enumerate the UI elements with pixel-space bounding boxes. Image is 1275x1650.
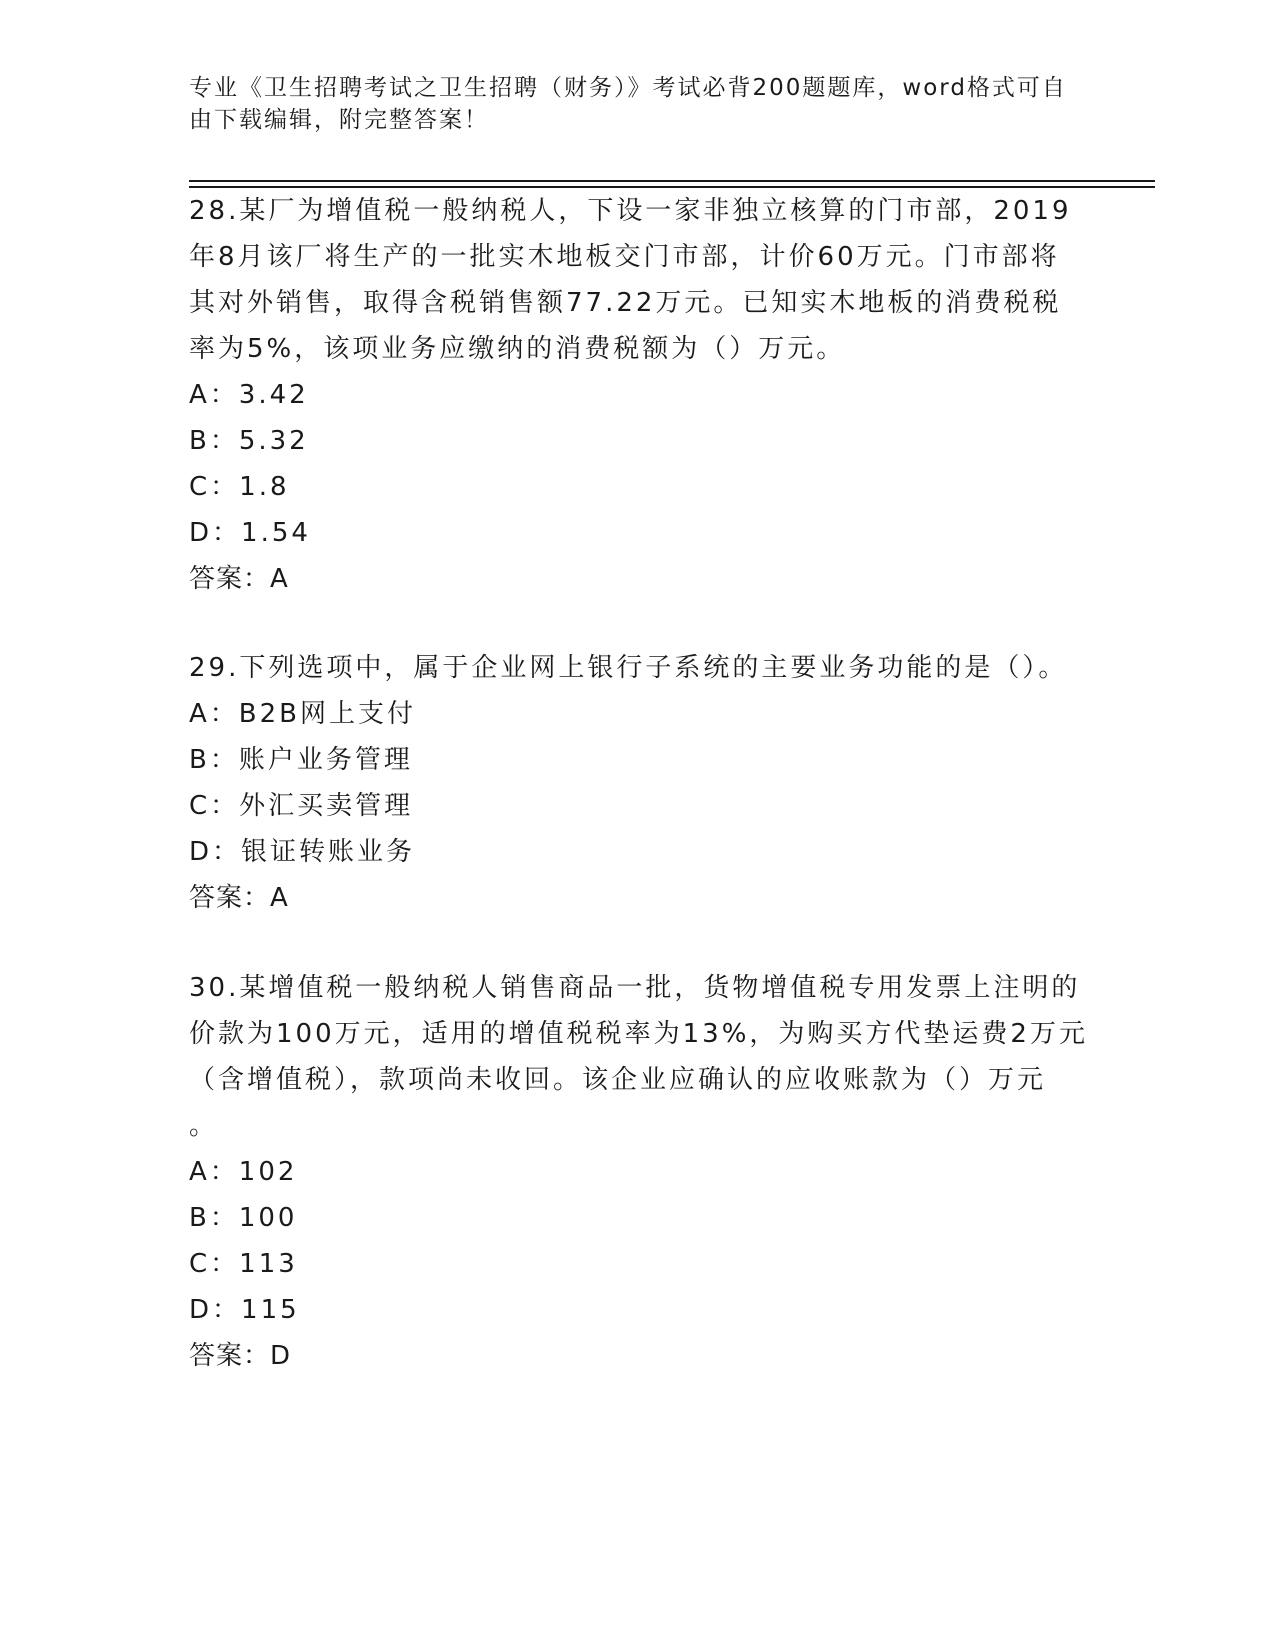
question-stem-line: 率为5%，该项业务应缴纳的消费税额为（）万元。	[189, 334, 846, 364]
header-line-2: 由下载编辑，附完整答案！	[189, 107, 489, 133]
option-d: D：银证转账业务	[189, 837, 416, 867]
option-a: A：3.42	[189, 380, 309, 410]
question-28	[189, 188, 1089, 602]
answer-line: 答案：D	[189, 1341, 292, 1371]
option-b: B：账户业务管理	[189, 745, 413, 775]
header-line-1: 专业《卫生招聘考试之卫生招聘（财务）》考试必背200题题库，word格式可自	[189, 75, 1067, 101]
question-stem-line: 。	[189, 1111, 219, 1141]
option-d: D：115	[189, 1295, 300, 1325]
question-stem-line: 29.下列选项中，属于企业网上银行子系统的主要业务功能的是（）。	[189, 653, 1068, 683]
header-divider-top	[189, 180, 1155, 182]
option-a: A：102	[189, 1157, 298, 1187]
option-b: B：100	[189, 1203, 298, 1233]
option-c: C：1.8	[189, 472, 290, 502]
answer-line: 答案：A	[189, 564, 289, 594]
answer-line: 答案：A	[189, 883, 289, 913]
document-header	[189, 72, 1089, 136]
question-stem-line: 年8月该厂将生产的一批实木地板交门市部，计价60万元。门市部将	[189, 242, 1060, 272]
question-stem-line: 30.某增值税一般纳税人销售商品一批，货物增值税专用发票上注明的	[189, 973, 1081, 1003]
question-30	[189, 965, 1089, 1379]
question-stem-line: 28.某厂为增值税一般纳税人，下设一家非独立核算的门市部，2019	[189, 196, 1072, 226]
question-stem-line: （含增值税），款项尚未收回。该企业应确认的应收账款为（）万元	[189, 1065, 1047, 1095]
question-stem-line: 其对外销售，取得含税销售额77.22万元。已知实木地板的消费税税	[189, 288, 1062, 318]
question-29	[189, 645, 1089, 921]
option-a: A：B2B网上支付	[189, 699, 417, 729]
option-c: C：113	[189, 1249, 298, 1279]
option-c: C：外汇买卖管理	[189, 791, 414, 821]
option-b: B：5.32	[189, 426, 309, 456]
question-stem-line: 价款为100万元，适用的增值税税率为13%，为购买方代垫运费2万元	[189, 1019, 1088, 1049]
option-d: D：1.54	[189, 518, 311, 548]
